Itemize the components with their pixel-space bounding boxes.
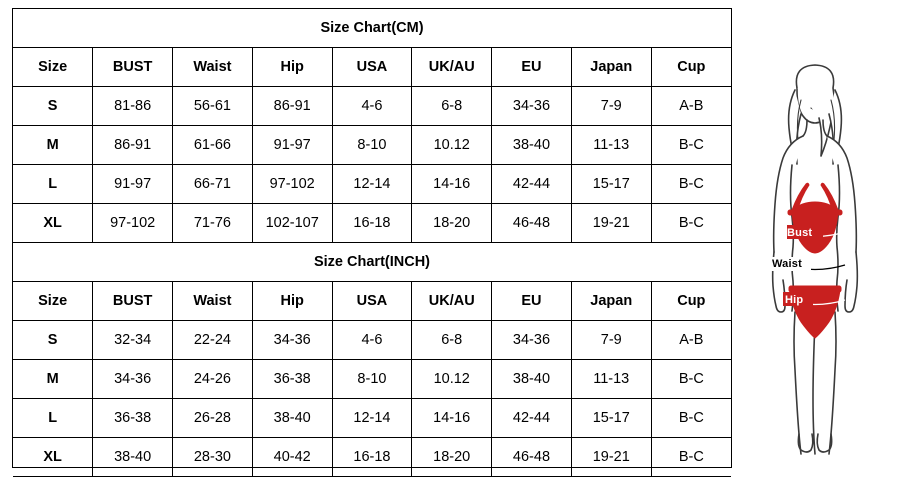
cell-eu: 38-40 <box>492 360 572 399</box>
column-header-cup: Cup <box>651 282 731 321</box>
cell-usa: 8-10 <box>332 126 412 165</box>
cell-cup: B-C <box>651 360 731 399</box>
cell-bust: 81-86 <box>93 87 173 126</box>
cell-usa: 8-10 <box>332 360 412 399</box>
cell-ukau: 6-8 <box>412 321 492 360</box>
table-row <box>13 399 731 438</box>
cell-japan: 19-21 <box>571 438 651 477</box>
waist-label: Waist <box>772 258 802 270</box>
column-header-waist: Waist <box>173 282 253 321</box>
cell-cup: B-C <box>651 126 731 165</box>
cell-usa: 4-6 <box>332 321 412 360</box>
size-chart-cm-table <box>13 9 731 477</box>
column-header-ukau: UK/AU <box>412 48 492 87</box>
column-header-bust: BUST <box>93 48 173 87</box>
cell-ukau: 14-16 <box>412 165 492 204</box>
cell-ukau: 10.12 <box>412 360 492 399</box>
table-row <box>13 204 731 243</box>
cell-usa: 12-14 <box>332 165 412 204</box>
column-header-waist: Waist <box>173 48 253 87</box>
cell-hip: 86-91 <box>252 87 332 126</box>
cell-cup: B-C <box>651 165 731 204</box>
column-header-usa: USA <box>332 48 412 87</box>
cell-hip: 40-42 <box>252 438 332 477</box>
row-size-label: S <box>13 321 93 360</box>
row-size-label: M <box>13 126 93 165</box>
table-title-inch: Size Chart(INCH) <box>13 243 731 282</box>
row-size-label: XL <box>13 438 93 477</box>
table-row <box>13 87 731 126</box>
cell-waist: 24-26 <box>173 360 253 399</box>
table-title-row <box>13 9 731 48</box>
cell-usa: 16-18 <box>332 438 412 477</box>
cell-bust: 86-91 <box>93 126 173 165</box>
cell-japan: 7-9 <box>571 321 651 360</box>
column-header-size: Size <box>13 282 93 321</box>
column-header-japan: Japan <box>571 282 651 321</box>
cell-ukau: 14-16 <box>412 399 492 438</box>
cell-bust: 32-34 <box>93 321 173 360</box>
table-title-row <box>13 243 731 282</box>
cell-ukau: 18-20 <box>412 204 492 243</box>
column-header-usa: USA <box>332 282 412 321</box>
column-header-hip: Hip <box>252 282 332 321</box>
cell-waist: 28-30 <box>173 438 253 477</box>
cell-eu: 46-48 <box>492 438 572 477</box>
cell-hip: 97-102 <box>252 165 332 204</box>
row-size-label: L <box>13 399 93 438</box>
female-body-illustration <box>735 60 895 460</box>
column-header-japan: Japan <box>571 48 651 87</box>
cell-usa: 4-6 <box>332 87 412 126</box>
measurement-figure <box>735 60 895 460</box>
table-header-row-inch <box>13 282 731 321</box>
cell-japan: 15-17 <box>571 399 651 438</box>
cell-waist: 61-66 <box>173 126 253 165</box>
row-size-label: L <box>13 165 93 204</box>
cell-usa: 16-18 <box>332 204 412 243</box>
cell-japan: 15-17 <box>571 165 651 204</box>
hip-label: Hip <box>785 294 804 306</box>
column-header-size: Size <box>13 48 93 87</box>
cell-cup: B-C <box>651 438 731 477</box>
cell-bust: 91-97 <box>93 165 173 204</box>
cell-eu: 34-36 <box>492 87 572 126</box>
swimsuit-top <box>788 183 842 253</box>
row-size-label: M <box>13 360 93 399</box>
bust-label: Bust <box>787 227 813 239</box>
cell-cup: B-C <box>651 399 731 438</box>
cell-waist: 66-71 <box>173 165 253 204</box>
cell-japan: 11-13 <box>571 360 651 399</box>
column-header-eu: EU <box>492 282 572 321</box>
cell-bust: 38-40 <box>93 438 173 477</box>
table-row <box>13 438 731 477</box>
cell-eu: 34-36 <box>492 321 572 360</box>
table-title-cm: Size Chart(CM) <box>13 9 731 48</box>
table-header-row-cm <box>13 48 731 87</box>
row-size-label: S <box>13 87 93 126</box>
cell-hip: 34-36 <box>252 321 332 360</box>
cell-eu: 38-40 <box>492 126 572 165</box>
cell-japan: 19-21 <box>571 204 651 243</box>
cell-bust: 36-38 <box>93 399 173 438</box>
cell-ukau: 18-20 <box>412 438 492 477</box>
cell-cup: A-B <box>651 87 731 126</box>
cell-waist: 22-24 <box>173 321 253 360</box>
cell-japan: 11-13 <box>571 126 651 165</box>
cell-usa: 12-14 <box>332 399 412 438</box>
cell-waist: 26-28 <box>173 399 253 438</box>
cell-eu: 42-44 <box>492 399 572 438</box>
cell-ukau: 6-8 <box>412 87 492 126</box>
cell-hip: 38-40 <box>252 399 332 438</box>
column-header-bust: BUST <box>93 282 173 321</box>
cell-cup: B-C <box>651 204 731 243</box>
cell-eu: 42-44 <box>492 165 572 204</box>
cell-hip: 91-97 <box>252 126 332 165</box>
cell-japan: 7-9 <box>571 87 651 126</box>
column-header-cup: Cup <box>651 48 731 87</box>
cell-waist: 71-76 <box>173 204 253 243</box>
table-row <box>13 165 731 204</box>
cell-eu: 46-48 <box>492 204 572 243</box>
column-header-eu: EU <box>492 48 572 87</box>
table-row <box>13 321 731 360</box>
cell-ukau: 10.12 <box>412 126 492 165</box>
size-chart-tables <box>12 8 732 468</box>
table-row <box>13 126 731 165</box>
cell-hip: 102-107 <box>252 204 332 243</box>
cell-waist: 56-61 <box>173 87 253 126</box>
row-size-label: XL <box>13 204 93 243</box>
table-row <box>13 360 731 399</box>
cell-cup: A-B <box>651 321 731 360</box>
cell-bust: 34-36 <box>93 360 173 399</box>
column-header-ukau: UK/AU <box>412 282 492 321</box>
cell-bust: 97-102 <box>93 204 173 243</box>
cell-hip: 36-38 <box>252 360 332 399</box>
column-header-hip: Hip <box>252 48 332 87</box>
